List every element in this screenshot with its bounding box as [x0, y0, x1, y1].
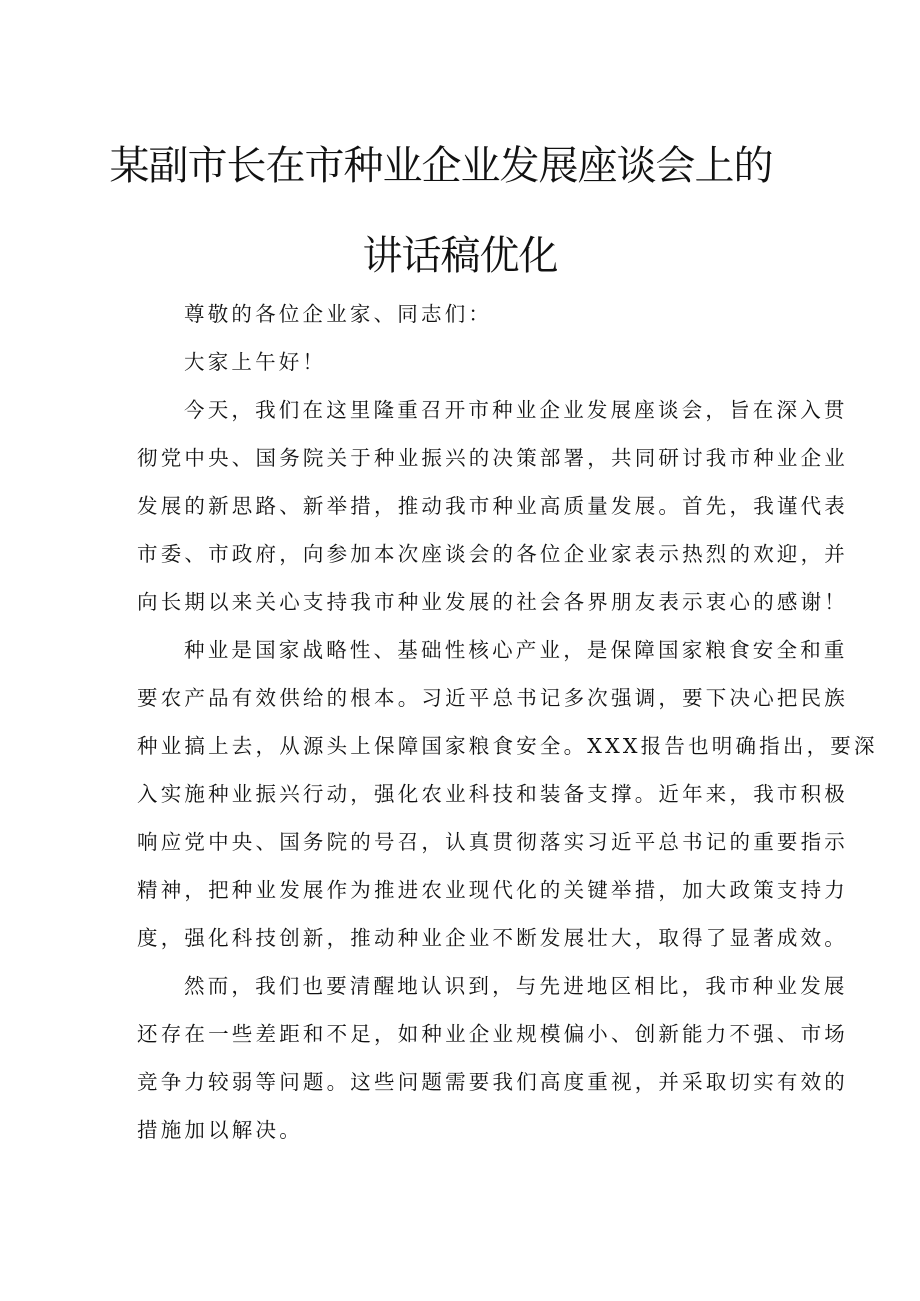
paragraph-line: 种业是国家战略性、基础性核心产业，是保障国家粮食安全和重 — [184, 638, 848, 662]
salutation: 尊敬的各位企业家、同志们： — [184, 302, 493, 326]
greeting: 大家上午好！ — [184, 350, 327, 374]
paragraph-line: 精神，把种业发展作为推进农业现代化的关键举措，加大政策支持力 — [137, 878, 848, 902]
paragraph-1 — [137, 386, 848, 626]
paragraph-line: 市委、市政府，向参加本次座谈会的各位企业家表示热烈的欢迎，并 — [137, 542, 848, 566]
paragraph-line: 响应党中央、国务院的号召，认真贯彻落实习近平总书记的重要指示 — [137, 830, 848, 854]
paragraph-line: 种业搞上去，从源头上保障国家粮食安全。XXX报告也明确指出，要深 — [137, 734, 878, 758]
paragraph-line: 然而，我们也要清醒地认识到，与先进地区相比，我市种业发展 — [184, 974, 848, 998]
paragraph-line: 彻党中央、国务院关于种业振兴的决策部署，共同研讨我市种业企业 — [137, 446, 848, 470]
paragraph-2 — [137, 626, 878, 962]
paragraph-line: 发展的新思路、新举措，推动我市种业高质量发展。首先，我谨代表 — [137, 494, 848, 518]
paragraph-line: 措施加以解决。 — [137, 1118, 303, 1142]
paragraph-line: 还存在一些差距和不足，如种业企业规模偏小、创新能力不强、市场 — [137, 1022, 848, 1046]
paragraph-line: 要农产品有效供给的根本。习近平总书记多次强调，要下决心把民族 — [137, 686, 848, 710]
paragraph-3 — [137, 962, 848, 1154]
paragraph-line: 度，强化科技创新，推动种业企业不断发展壮大，取得了显著成效。 — [137, 926, 848, 950]
title-line-1: 某副市长在市种业企业发展座谈会上的 — [109, 143, 773, 189]
paragraph-line: 入实施种业振兴行动，强化农业科技和装备支撑。近年来，我市积极 — [137, 782, 848, 806]
paragraph-line: 竞争力较弱等问题。这些问题需要我们高度重视，并采取切实有效的 — [137, 1070, 848, 1094]
title-line-2: 讲话稿优化 — [362, 233, 558, 279]
paragraph-line: 今天，我们在这里隆重召开市种业企业发展座谈会，旨在深入贯 — [184, 398, 848, 422]
paragraph-line: 向长期以来关心支持我市种业发展的社会各界朋友表示衷心的感谢！ — [137, 590, 848, 614]
document-body — [137, 290, 878, 1154]
